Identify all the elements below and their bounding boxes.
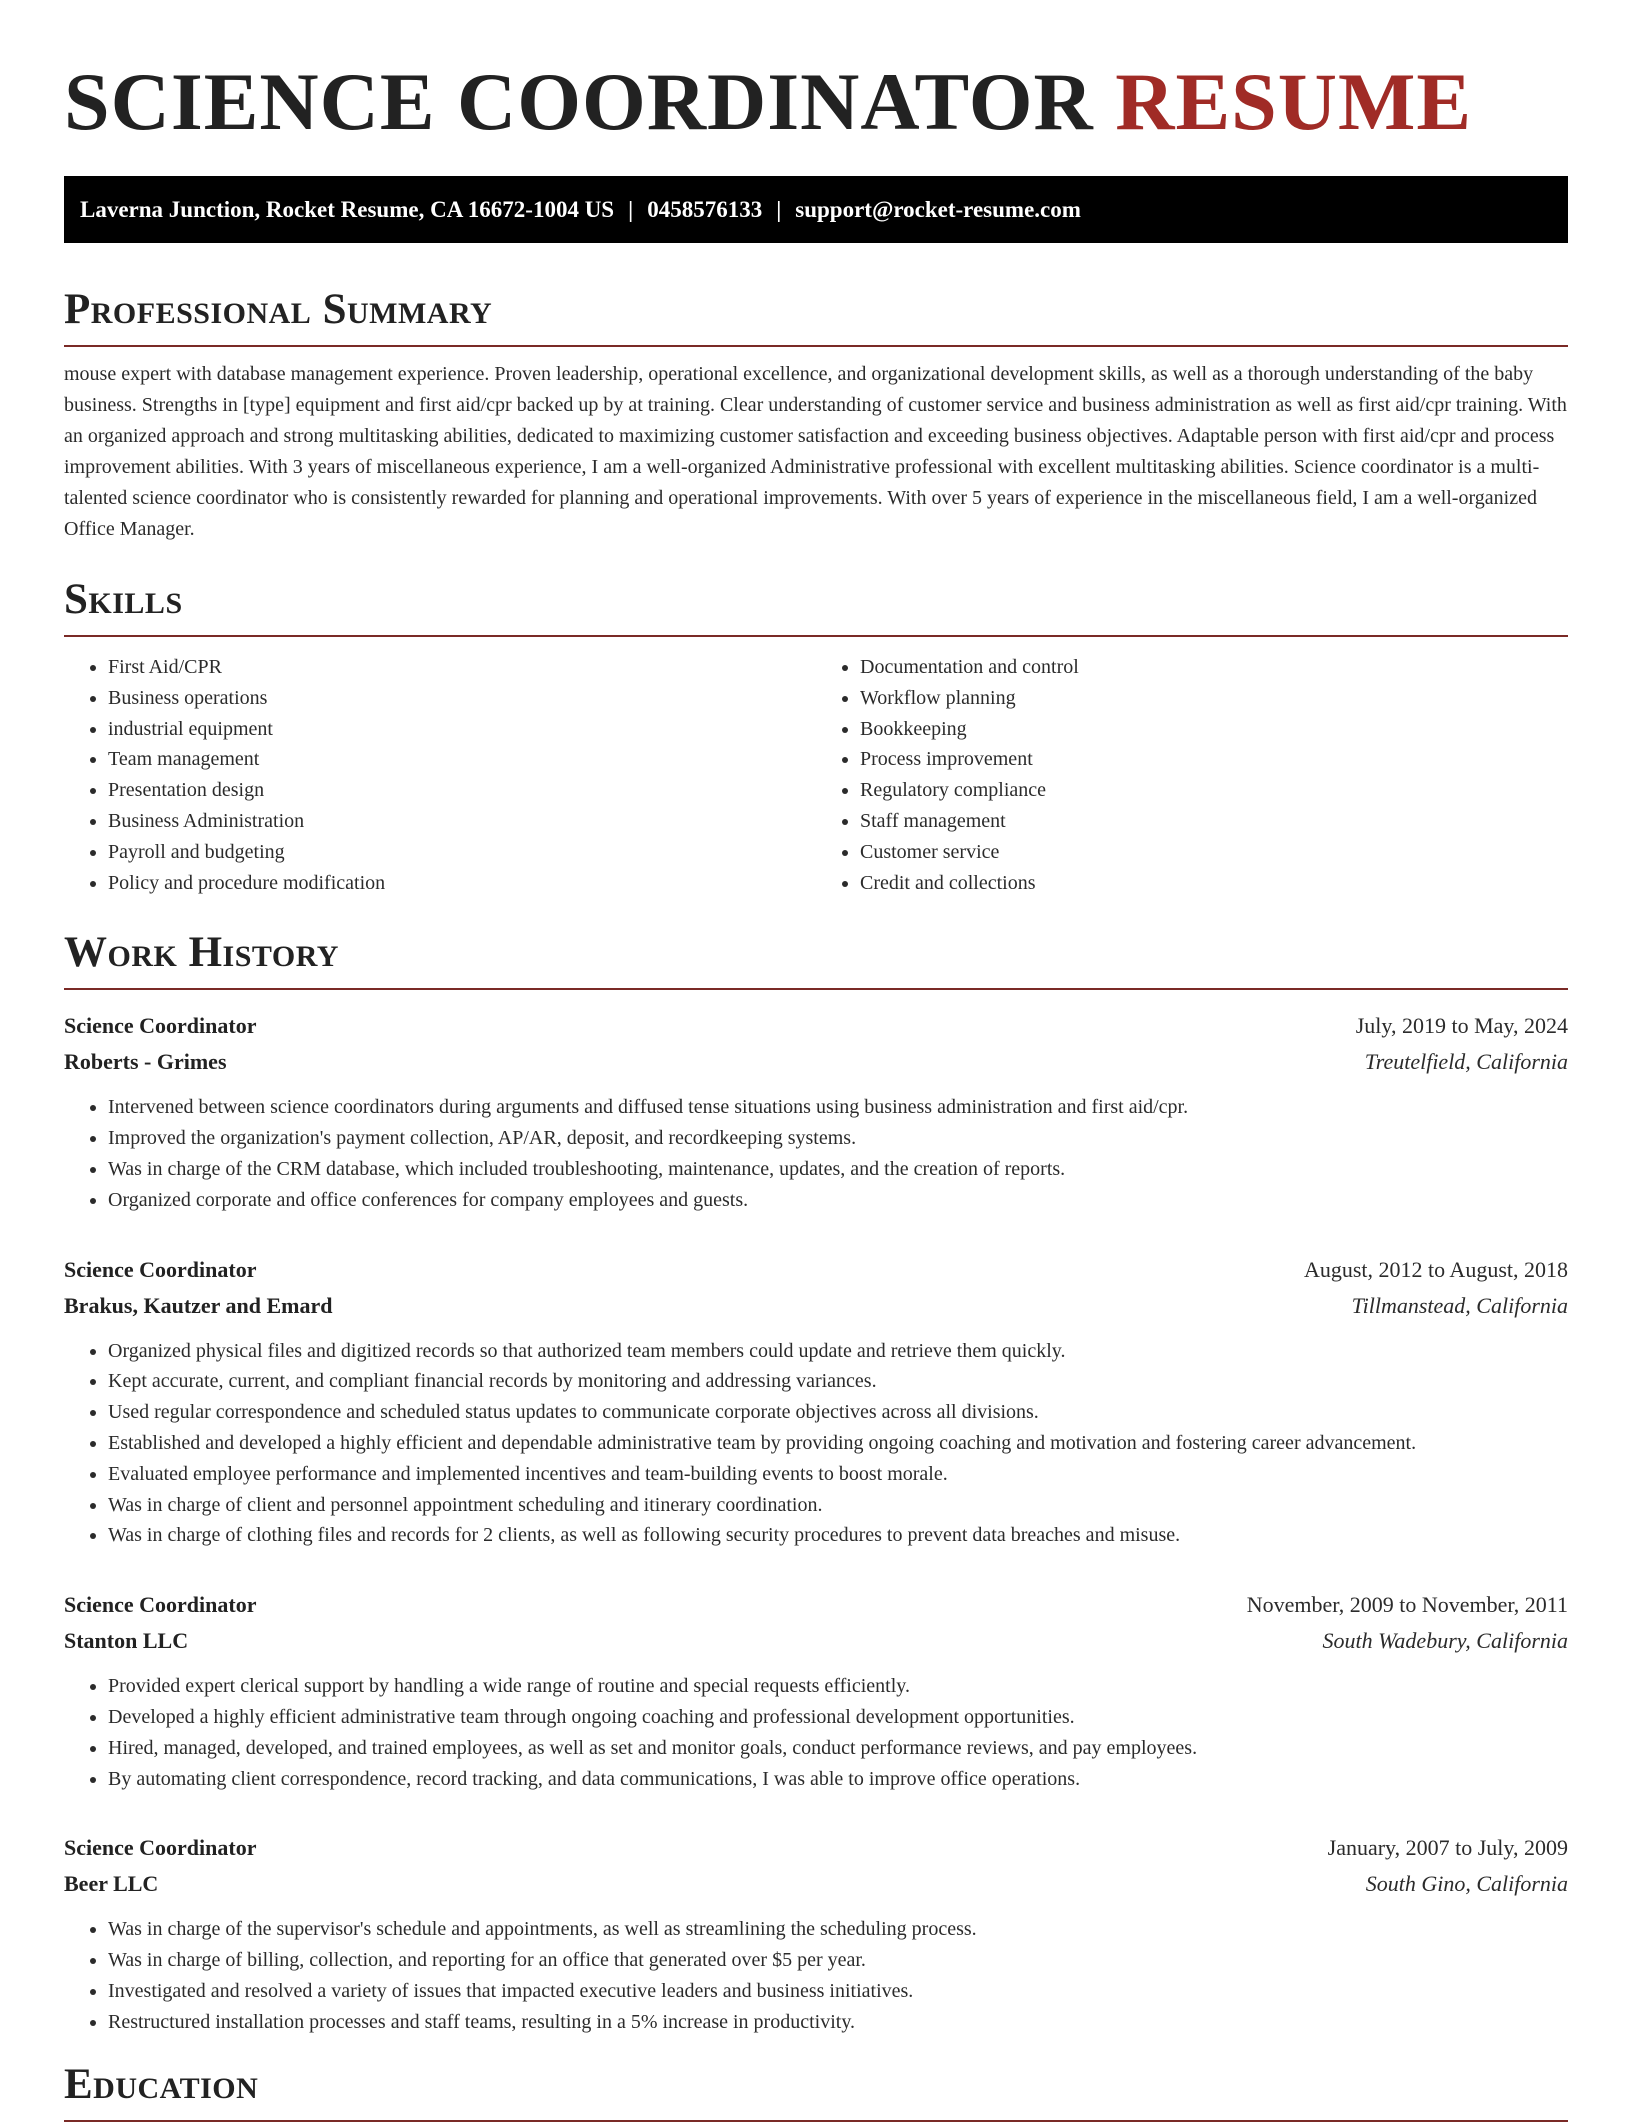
job-bullet: • Established and developed a highly efficient and dependable administrative team by providing ongoing coaching and motivation and fostering career advancement. <box>108 1428 1568 1459</box>
job-dates: July, 2019 to May, 2024 <box>1355 1013 1568 1039</box>
job-bullet: • By automating client correspondence, record tracking, and data communications, I was able to improve office operations. <box>108 1764 1568 1795</box>
job-bullet: • Organized corporate and office conferences for company employees and guests. <box>108 1185 1568 1216</box>
job-bullet: • Improved the organization's payment collection, AP/AR, deposit, and recordkeeping systems. <box>108 1123 1568 1154</box>
job-bullet: • Evaluated employee performance and implemented incentives and team-building events to boost morale. <box>108 1459 1568 1490</box>
job-header-row <box>64 1830 1568 1866</box>
job-company: Beer LLC <box>64 1871 159 1897</box>
contact-separator: | <box>776 197 782 222</box>
job-entry <box>64 1252 1568 1552</box>
job-bullet: • Restructured installation processes and staff teams, resulting in a 5% increase in productivity. <box>108 2007 1568 2038</box>
job-title: Science Coordinator <box>64 1592 257 1618</box>
skill-item: • Policy and procedure modification <box>108 868 816 899</box>
job-location: Tillmanstead, California <box>1351 1292 1568 1318</box>
job-location: Treutelfield, California <box>1364 1049 1568 1075</box>
job-bullet-list <box>64 1092 1568 1215</box>
job-company-row <box>64 1044 1568 1080</box>
title-accent: RESUME <box>1115 56 1473 147</box>
skill-item: • Staff management <box>860 806 1568 837</box>
education-section <box>64 2060 1568 2122</box>
skill-item: • Bookkeeping <box>860 714 1568 745</box>
job-dates: January, 2007 to July, 2009 <box>1327 1835 1568 1861</box>
summary-section <box>64 285 1568 545</box>
job-dates: August, 2012 to August, 2018 <box>1303 1256 1568 1282</box>
job-location: South Gino, California <box>1365 1871 1568 1897</box>
job-bullet: • Used regular correspondence and scheduled status updates to communicate corporate objectives across all divisions. <box>108 1397 1568 1428</box>
job-bullet-list <box>64 1336 1568 1552</box>
summary-heading: Professional Summary <box>64 285 1568 347</box>
skill-item: • Regulatory compliance <box>860 775 1568 806</box>
job-bullet: • Was in charge of billing, collection, and reporting for an office that generated over $5 per year. <box>108 1945 1568 1976</box>
job-company: Stanton LLC <box>64 1628 189 1654</box>
skill-item: • Payroll and budgeting <box>108 837 816 868</box>
skill-item: • Business operations <box>108 683 816 714</box>
skill-item: • industrial equipment <box>108 714 816 745</box>
skill-item: • Team management <box>108 744 816 775</box>
skill-item: • Workflow planning <box>860 683 1568 714</box>
job-company-row <box>64 1623 1568 1659</box>
job-bullet: • Was in charge of the CRM database, which included troubleshooting, maintenance, updates, and the creation of reports. <box>108 1154 1568 1185</box>
job-dates: November, 2009 to November, 2011 <box>1246 1592 1568 1618</box>
resume-page <box>64 0 1568 2122</box>
job-bullet: • Developed a highly efficient administrative team through ongoing coaching and professional development opportunities. <box>108 1702 1568 1733</box>
job-header-row <box>64 1252 1568 1288</box>
skill-item: • Business Administration <box>108 806 816 837</box>
resume-title <box>64 0 1568 146</box>
contact-phone: 0458576133 <box>647 197 763 222</box>
job-title: Science Coordinator <box>64 1835 257 1861</box>
job-bullet: • Intervened between science coordinators during arguments and diffused tense situations using business administration and first aid/cpr. <box>108 1092 1568 1123</box>
job-bullet: • Hired, managed, developed, and trained employees, as well as set and monitor goals, conduct performance reviews, and pay employees. <box>108 1733 1568 1764</box>
job-company-row <box>64 1288 1568 1324</box>
job-location: South Wadebury, California <box>1322 1628 1568 1654</box>
job-header-row <box>64 1587 1568 1623</box>
work-history-heading: Work History <box>64 928 1568 990</box>
contact-email: support@rocket-resume.com <box>795 197 1081 222</box>
job-bullet: • Organized physical files and digitized records so that authorized team members could update and retrieve them quickly. <box>108 1336 1568 1367</box>
job-bullet: • Was in charge of the supervisor's schedule and appointments, as well as streamlining the scheduling process. <box>108 1914 1568 1945</box>
job-company-row <box>64 1866 1568 1902</box>
job-entry <box>64 1830 1568 2037</box>
summary-text: mouse expert with database management experience. Proven leadership, operational excellence, and organizational development skills, as well as a thorough understanding of the baby business. Strengths in [type] equipment and first aid/cpr backed up by at training. Clear understanding of customer service and business administration as well as first aid/cpr training. With an organized approach and strong multitasking abilities, dedicated to maximizing customer satisfaction and exceeding business objectives. Adaptable person with first aid/cpr and process improvement abilities. With 3 years of miscellaneous experience, I am a well-organized Administrative professional with excellent multitasking abilities. Science coordinator is a multi-talented science coordinator who is consistently rewarded for planning and operational improvements. With over 5 years of experience in the miscellaneous field, I am a well-organized Office Manager. <box>64 363 1567 540</box>
job-bullet: • Was in charge of clothing files and records for 2 clients, as well as following security procedures to prevent data breaches and misuse. <box>108 1520 1568 1551</box>
job-company: Roberts - Grimes <box>64 1049 227 1075</box>
work-history-section <box>64 928 1568 2037</box>
skills-section <box>64 575 1568 898</box>
skill-item: • Customer service <box>860 837 1568 868</box>
skill-item: • Documentation and control <box>860 652 1568 683</box>
skills-grid <box>64 652 1568 898</box>
education-heading: Education <box>64 2060 1568 2122</box>
job-header-row <box>64 1008 1568 1044</box>
job-title: Science Coordinator <box>64 1013 257 1039</box>
title-main: SCIENCE COORDINATOR <box>64 56 1094 147</box>
job-bullet-list <box>64 1914 1568 2037</box>
contact-separator: | <box>628 197 634 222</box>
contact-address: Laverna Junction, Rocket Resume, CA 16672-1004 US <box>80 197 615 222</box>
job-bullet: • Was in charge of client and personnel appointment scheduling and itinerary coordination. <box>108 1490 1568 1521</box>
skill-item: • Presentation design <box>108 775 816 806</box>
job-bullet: • Investigated and resolved a variety of issues that impacted executive leaders and business initiatives. <box>108 1976 1568 2007</box>
contact-bar <box>64 176 1568 243</box>
job-bullet: • Provided expert clerical support by handling a wide range of routine and special requests efficiently. <box>108 1671 1568 1702</box>
skill-item: • First Aid/CPR <box>108 652 816 683</box>
job-entry <box>64 1008 1568 1215</box>
job-entry <box>64 1587 1568 1794</box>
skill-item: • Process improvement <box>860 744 1568 775</box>
job-title: Science Coordinator <box>64 1256 257 1282</box>
skills-heading: Skills <box>64 575 1568 637</box>
skills-list-left <box>64 652 816 898</box>
job-bullet: • Kept accurate, current, and compliant financial records by monitoring and addressing variances. <box>108 1366 1568 1397</box>
skill-item: • Credit and collections <box>860 868 1568 899</box>
skills-list-right <box>816 652 1568 898</box>
job-company: Brakus, Kautzer and Emard <box>64 1292 333 1318</box>
job-bullet-list <box>64 1671 1568 1794</box>
